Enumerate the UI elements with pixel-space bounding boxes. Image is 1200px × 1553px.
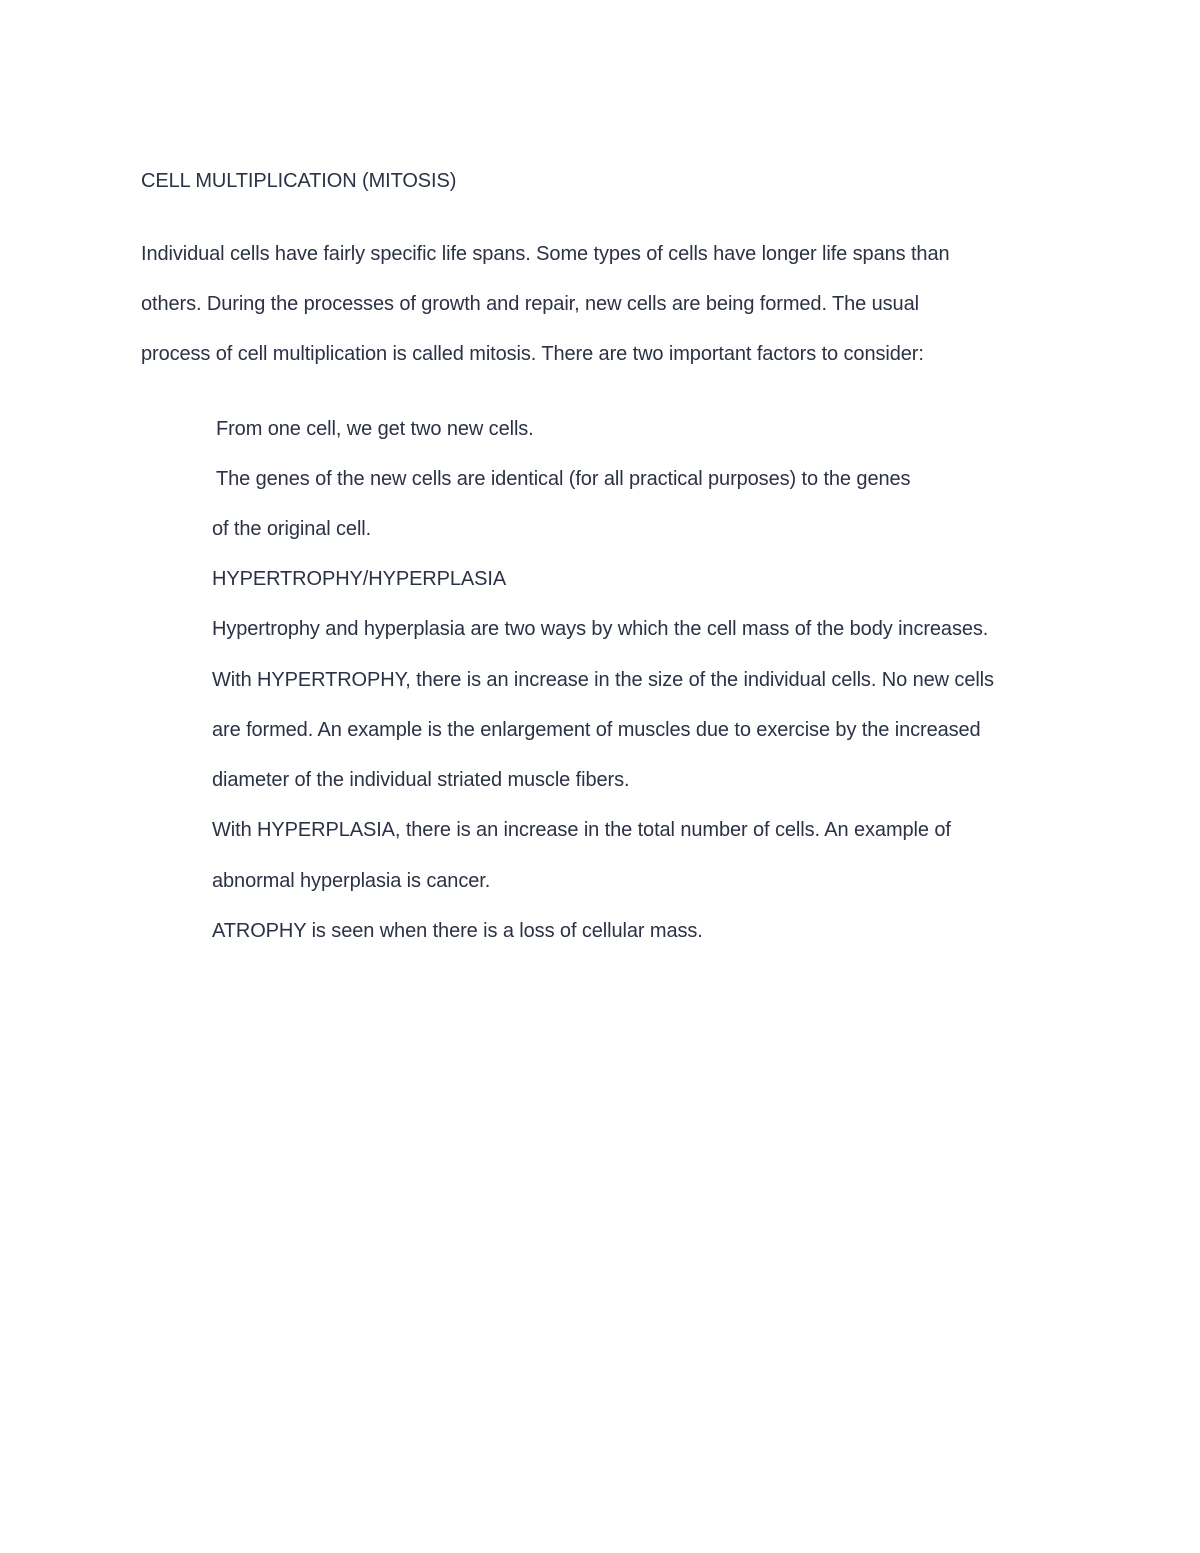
section-line: With HYPERTROPHY, there is an increase in the size of the individual cells. No new cells [212, 669, 994, 691]
document-title: CELL MULTIPLICATION (MITOSIS) [141, 170, 457, 192]
section-line: are formed. An example is the enlargement of muscles due to exercise by the increased [212, 719, 981, 741]
section-line: ATROPHY is seen when there is a loss of cellular mass. [212, 920, 703, 942]
factor-line: From one cell, we get two new cells. [216, 418, 534, 440]
section-line: diameter of the individual striated muscle fibers. [212, 769, 630, 791]
section-line: abnormal hyperplasia is cancer. [212, 870, 491, 892]
intro-line: process of cell multiplication is called mitosis. There are two important factors to consider: [141, 343, 924, 365]
section-heading: HYPERTROPHY/HYPERPLASIA [212, 568, 507, 590]
section-line: Hypertrophy and hyperplasia are two ways by which the cell mass of the body increases. [212, 618, 989, 640]
factor-line: of the original cell. [212, 518, 372, 540]
intro-line: others. During the processes of growth and repair, new cells are being formed. The usual [141, 293, 919, 315]
factor-line: The genes of the new cells are identical (for all practical purposes) to the genes [216, 468, 911, 490]
section-line: With HYPERPLASIA, there is an increase in the total number of cells. An example of [212, 819, 951, 841]
intro-line: Individual cells have fairly specific life spans. Some types of cells have longer life spans than [141, 243, 950, 265]
